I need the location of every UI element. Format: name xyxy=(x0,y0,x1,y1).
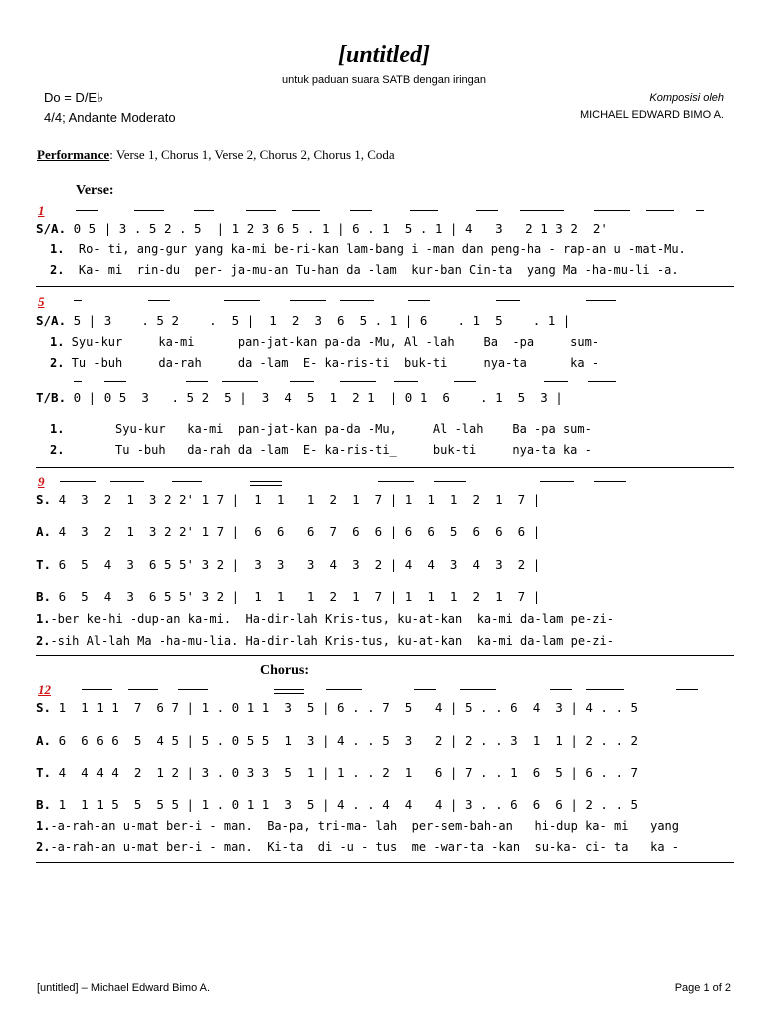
lyric-line: Syu-kur ka-mi pan-jat-kan pa-da -Mu, Al -lah Ba -pa sum- xyxy=(64,422,592,436)
measure-number: 9 xyxy=(38,474,45,489)
composer-label: Komposisi oleh xyxy=(649,92,724,104)
beam xyxy=(222,381,258,382)
beam xyxy=(340,381,376,382)
beam xyxy=(544,381,568,382)
part-label-tb: T/B. xyxy=(36,390,67,405)
beam xyxy=(178,689,208,690)
notation-row: 4 3 2 1 3 2 2' 1 7 | 6 6 6 7 6 6 | 6 6 5 6 6 6 | xyxy=(51,524,541,539)
beam xyxy=(454,381,476,382)
beam xyxy=(194,210,214,211)
beam xyxy=(76,210,98,211)
verse-number: 1. xyxy=(50,335,65,349)
verse-number: 2. xyxy=(50,443,65,457)
beam xyxy=(646,210,674,211)
notation-row: 6 5 4 3 6 5 5' 3 2 | 1 1 1 2 1 7 | 1 1 1 2 1 7 | xyxy=(51,589,541,604)
beam xyxy=(340,300,374,301)
verse-number: 1. xyxy=(50,242,65,256)
part-label-tenor: T. xyxy=(36,557,52,572)
measure-number: 5 xyxy=(38,294,45,309)
beam xyxy=(274,689,304,690)
system-separator xyxy=(36,467,734,468)
notation-row: 0 | 0 5 3 . 5 2 5 | 3 4 5 1 2 1 | 0 1 6 . 1 5 3 | xyxy=(66,390,563,405)
verse-number: 2. xyxy=(50,263,65,277)
part-label-sa: S/A. xyxy=(36,313,67,328)
beam xyxy=(540,481,574,482)
lyric-line: Ro- ti, ang-gur yang ka-mi be-ri-kan lam-bang i -man dan peng-ha - rap-an u -mat-Mu. xyxy=(64,242,686,256)
beam xyxy=(586,300,616,301)
verse-number: 2. xyxy=(36,840,51,854)
page-title: [untitled] xyxy=(337,42,430,68)
beam xyxy=(434,481,466,482)
beam xyxy=(104,381,126,382)
notation-row: 4 4 4 4 2 1 2 | 3 . 0 3 3 5 1 | 1 . . 2 1 6 | 7 . . 1 6 5 | 6 . . 7 xyxy=(51,765,639,780)
lyric-line: Tu -buh da-rah da -lam E- ka-ris-ti_ buk-ti nya-ta ka - xyxy=(64,443,592,457)
system-separator xyxy=(36,862,734,863)
beam xyxy=(394,381,418,382)
notation-row: 6 6 6 6 5 4 5 | 5 . 0 5 5 1 3 | 4 . . 5 3 2 | 2 . . 3 1 1 | 2 . . 2 xyxy=(51,733,639,748)
beam xyxy=(74,300,82,301)
system-separator xyxy=(36,286,734,287)
performance-order xyxy=(37,147,395,163)
subtitle: untuk paduan suara SATB dengan iringan xyxy=(281,74,487,86)
beam xyxy=(172,481,202,482)
lyric-line: -ber ke-hi -dup-an ka-mi. Ha-dir-lah Kris-tus, ku-at-kan ka-mi da-lam pe-zi- xyxy=(50,612,614,626)
beam xyxy=(460,689,496,690)
notation-row: 1 1 1 1 7 6 7 | 1 . 0 1 1 3 5 | 6 . . 7 5 4 | 5 . . 6 4 3 | 4 . . 5 xyxy=(51,700,639,715)
beam xyxy=(148,300,170,301)
beam xyxy=(250,481,282,482)
notation-row: 1 1 1 5 5 5 5 | 1 . 0 1 1 3 5 | 4 . . 4 4 4 | 3 . . 6 6 6 | 2 . . 5 xyxy=(51,797,639,812)
notation-row: 4 3 2 1 3 2 2' 1 7 | 1 1 1 2 1 7 | 1 1 1 2 1 7 | xyxy=(51,492,541,507)
verse-number: 2. xyxy=(36,634,51,648)
beam xyxy=(224,300,260,301)
lyric-line: Syu-kur ka-mi pan-jat-kan pa-da -Mu, Al -lah Ba -pa sum- xyxy=(64,335,600,349)
beam xyxy=(110,481,144,482)
beam xyxy=(128,689,158,690)
page-number: Page 1 of 2 xyxy=(674,982,731,994)
performance-text: : Verse 1, Chorus 1, Verse 2, Chorus 2, Chorus 1, Coda xyxy=(109,147,395,162)
measure-number: 1 xyxy=(38,203,45,218)
beam xyxy=(594,481,626,482)
verse-number: 1. xyxy=(36,819,51,833)
beam xyxy=(378,481,414,482)
lyric-line: -sih Al-lah Ma -ha-mu-lia. Ha-dir-lah Kris-tus, ku-at-kan ka-mi da-lam pe-zi- xyxy=(50,634,614,648)
part-label-alto: A. xyxy=(36,524,52,539)
beam xyxy=(476,210,498,211)
beam xyxy=(350,210,372,211)
beam xyxy=(290,300,326,301)
part-label-tenor: T. xyxy=(36,765,52,780)
beam xyxy=(326,689,362,690)
beam xyxy=(550,689,572,690)
section-label-verse: Verse: xyxy=(76,183,114,198)
part-label-sa: S/A. xyxy=(36,221,67,236)
footer-credit: [untitled] – Michael Edward Bimo A. xyxy=(37,982,211,994)
beam xyxy=(696,210,704,211)
verse-number: 2. xyxy=(50,356,65,370)
notation-row: 6 5 4 3 6 5 5' 3 2 | 3 3 3 4 3 2 | 4 4 3 4 3 2 | xyxy=(51,557,541,572)
lyric-line: Ka- mi rin-du per- ja-mu-an Tu-han da -lam kur-ban Cin-ta yang Ma -ha-mu-li -a. xyxy=(64,263,679,277)
lyric-line: -a-rah-an u-mat ber-i - man. Ki-ta di -u - tus me -war-ta -kan su-ka- ci- ta ka - xyxy=(50,840,679,854)
verse-number: 1. xyxy=(50,422,65,436)
part-label-soprano: S. xyxy=(36,492,52,507)
composer-name: MICHAEL EDWARD BIMO A. xyxy=(579,109,724,121)
key-signature: Do = D/E♭ xyxy=(44,90,104,105)
lyric-line: -a-rah-an u-mat ber-i - man. Ba-pa, tri-ma- lah per-sem-bah-an hi-dup ka- mi yang xyxy=(50,819,679,833)
section-label-chorus: Chorus: xyxy=(260,663,310,678)
beam xyxy=(60,481,96,482)
performance-label: Performance xyxy=(37,147,110,162)
beam xyxy=(496,300,520,301)
beam xyxy=(74,381,82,382)
measure-number: 12 xyxy=(38,682,51,697)
beam xyxy=(408,300,430,301)
lyric-line: Tu -buh da-rah da -lam E- ka-ris-ti buk-ti nya-ta ka - xyxy=(64,356,600,370)
beam xyxy=(520,210,564,211)
beam xyxy=(290,381,314,382)
beam xyxy=(250,485,282,486)
beam xyxy=(588,381,616,382)
system-separator xyxy=(36,655,734,656)
beam xyxy=(594,210,630,211)
beam xyxy=(410,210,438,211)
beam xyxy=(292,210,320,211)
beam xyxy=(186,381,208,382)
beam xyxy=(676,689,698,690)
verse-number: 1. xyxy=(36,612,51,626)
part-label-soprano: S. xyxy=(36,700,52,715)
notation-row: 5 | 3 . 5 2 . 5 | 1 2 3 6 5 . 1 | 6 . 1 5 . 1 | xyxy=(66,313,571,328)
beam xyxy=(586,689,624,690)
notation-row: 0 5 | 3 . 5 2 . 5 | 1 2 3 6 5 . 1 | 6 . 1 5 . 1 | 4 3 2 1 3 2 2' xyxy=(66,221,608,236)
part-label-alto: A. xyxy=(36,733,52,748)
tempo-marking: 4/4; Andante Moderato xyxy=(44,110,176,125)
part-label-bass: B. xyxy=(36,797,52,812)
beam xyxy=(414,689,436,690)
beam xyxy=(274,693,304,694)
beam xyxy=(82,689,112,690)
part-label-bass: B. xyxy=(36,589,52,604)
beam xyxy=(246,210,276,211)
beam xyxy=(134,210,164,211)
